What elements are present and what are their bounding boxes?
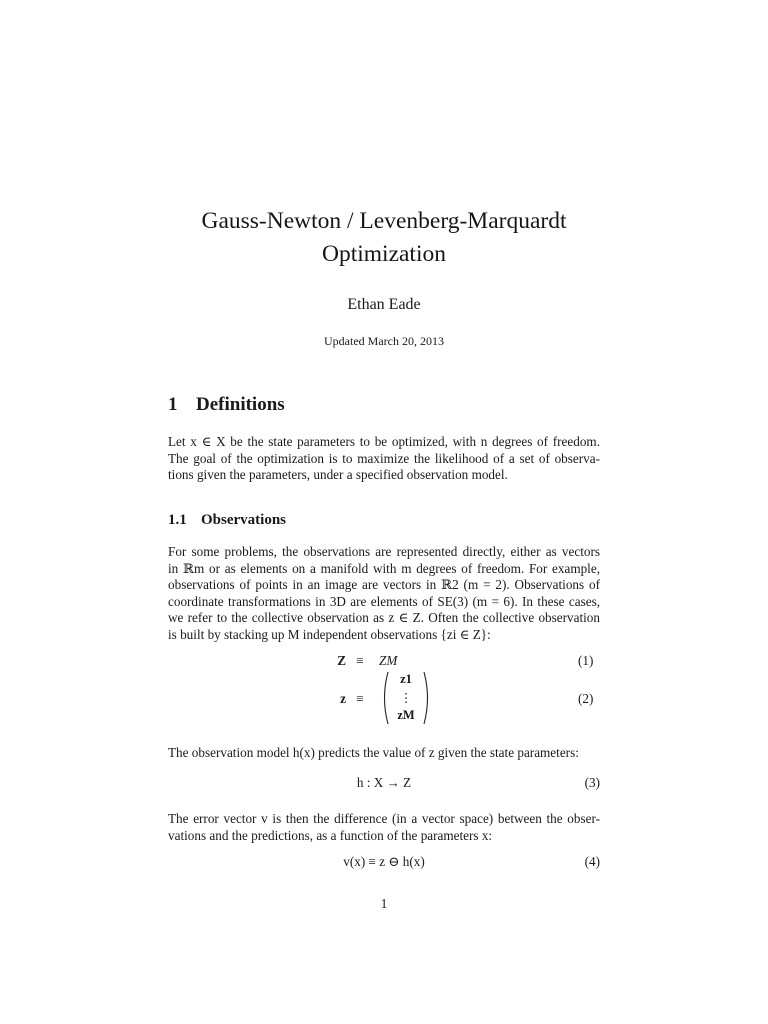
observation-model-paragraph [168, 745, 600, 762]
eq1-number: (1) [578, 653, 594, 668]
subsection-heading-observations [168, 510, 286, 530]
eq2-lhs: z [340, 691, 346, 706]
eq2-number: (2) [578, 691, 594, 706]
paragraph-line: The error vector v is then the difference (in a vector space) between the obser- [168, 811, 600, 826]
paragraph-line: Let x ∈ X be the state parameters to be optimized, with n degrees of freedom. [168, 434, 600, 449]
paragraph-line: tions given the parameters, under a specified observation model. [168, 467, 508, 482]
update-date: Updated March 20, 2013 [324, 334, 444, 348]
definitions-paragraph [168, 434, 600, 484]
eq2-relation: ≡ [356, 691, 364, 706]
eq4-body: v(x) ≡ z ⊖ h(x) [343, 854, 425, 869]
paragraph-line: we refer to the collective observation as z ∈ Z. Often the collective observation [168, 610, 600, 625]
paragraph-line: For some problems, the observations are represented directly, either as vectors [168, 544, 600, 559]
paragraph-line: coordinate transformations in 3D are elements of SE(3) (m = 6). In these cases, [168, 593, 600, 609]
section-title: Definitions [196, 394, 285, 415]
vector-entry-last: zM [397, 708, 415, 722]
paragraph-line: in ℝm or as elements on a manifold with m degrees of freedom. For example, [168, 560, 600, 576]
paper-title [0, 205, 768, 271]
vector-entry-dots: ⋮ [399, 691, 413, 705]
equation-3 [168, 772, 600, 794]
equation-1 [0, 650, 768, 672]
section-number: 1 [168, 394, 178, 415]
equation-2 [0, 670, 768, 730]
eq1-relation: ≡ [356, 653, 364, 668]
eq1-lhs: Z [337, 653, 346, 668]
subsection-title: Observations [201, 512, 287, 528]
section-heading-definitions [168, 393, 285, 417]
eq3-number: (3) [584, 775, 600, 790]
page-number: 1 [380, 896, 388, 911]
title-line-2: Optimization [321, 241, 446, 267]
title-line-1: Gauss-Newton / Levenberg-Marquardt [201, 208, 567, 234]
author-name: Ethan Eade [347, 296, 421, 313]
eq4-number: (4) [584, 854, 600, 869]
eq3-body: h : X → Z [356, 775, 412, 790]
error-vector-paragraph [168, 811, 600, 844]
eq1-rhs: ZM [379, 653, 398, 668]
eq2-column-vector [382, 670, 430, 726]
subsection-number: 1.1 [168, 512, 187, 528]
paragraph-line: vations and the predictions, as a function of the parameters x: [168, 827, 493, 843]
paragraph-line: The goal of the optimization is to maximize the likelihood of a set of observa- [168, 450, 600, 466]
paragraph-line: observations of points in an image are vectors in ℝ2 (m = 2). Observations of [168, 577, 600, 592]
equation-4 [168, 851, 600, 873]
observations-paragraph [168, 544, 600, 643]
paragraph-line: The observation model h(x) predicts the value of z given the state parameters: [168, 745, 579, 760]
vector-entry-first: z1 [400, 672, 412, 686]
paragraph-line: is built by stacking up M independent observations {zi ∈ Z}: [168, 626, 491, 642]
